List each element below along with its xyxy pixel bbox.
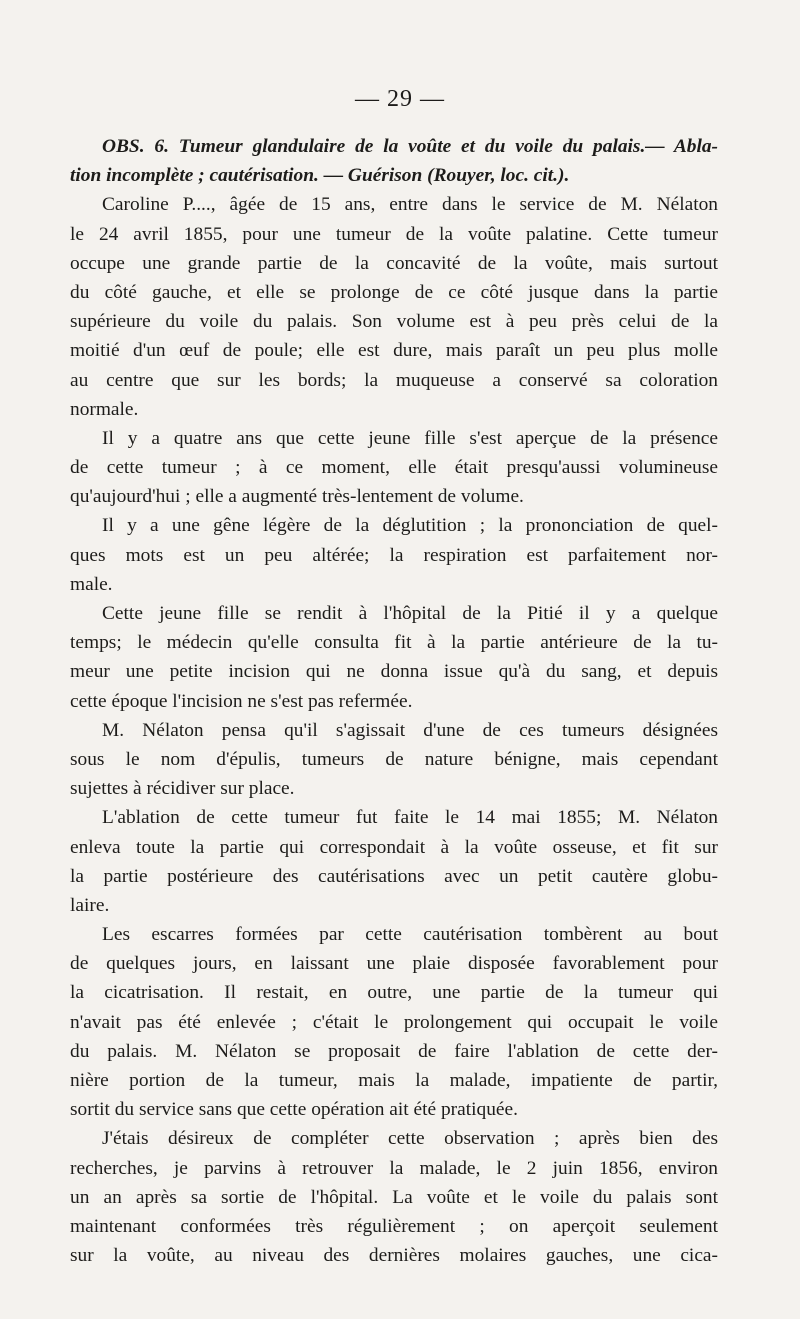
- text-line: cette époque l'incision ne s'est pas refermée.: [70, 690, 413, 712]
- text-line: Les escarres formées par cette cautérisation tombèrent au bout: [102, 924, 718, 946]
- text-line: enleva toute la partie qui correspondait à la voûte osseuse, et fit sur: [70, 836, 718, 858]
- text-line: au centre que sur les bords; la muqueuse a conservé sa coloration: [70, 369, 718, 391]
- text-line: la cicatrisation. Il restait, en outre, une partie de la tumeur qui: [70, 982, 718, 1004]
- text-line: sortit du service sans que cette opération ait été pratiquée.: [70, 1099, 518, 1121]
- text-line: male.: [70, 573, 113, 595]
- text-line: du côté gauche, et elle se prolonge de ce côté jusque dans la partie: [70, 281, 718, 303]
- page-number: — 29 —: [355, 86, 445, 112]
- observation-title-line-2: tion incomplète ; cautérisation. — Guérison (Rouyer, loc. cit.).: [70, 165, 570, 187]
- text-line: temps; le médecin qu'elle consulta fit à la partie antérieure de la tu-: [70, 632, 718, 654]
- text-line: occupe une grande partie de la concavité de la voûte, mais surtout: [70, 252, 718, 274]
- text-line: sujettes à récidiver sur place.: [70, 778, 295, 800]
- text-line: normale.: [70, 398, 139, 420]
- text-line: L'ablation de cette tumeur fut faite le 14 mai 1855; M. Nélaton: [102, 807, 718, 829]
- text-line: supérieure du voile du palais. Son volume est à peu près celui de la: [70, 311, 718, 333]
- text-line: un an après sa sortie de l'hôpital. La voûte et le voile du palais sont: [70, 1186, 718, 1208]
- text-line: ques mots est un peu altérée; la respiration est parfaitement nor-: [70, 544, 718, 566]
- text-line: n'avait pas été enlevée ; c'était le prolongement qui occupait le voile: [70, 1011, 718, 1033]
- text-line: du palais. M. Nélaton se proposait de faire l'ablation de cette der-: [70, 1040, 718, 1062]
- text-line: qu'aujourd'hui ; elle a augmenté très-lentement de volume.: [70, 486, 524, 508]
- text-line: Caroline P...., âgée de 15 ans, entre dans le service de M. Nélaton: [102, 194, 718, 216]
- text-line: maintenant conformées très régulièrement ; on aperçoit seulement: [70, 1215, 718, 1237]
- page-body: [70, 132, 718, 1270]
- observation-title-line-1: OBS. 6. Tumeur glandulaire de la voûte et du voile du palais.— Abla-: [102, 136, 718, 157]
- text-line: le 24 avril 1855, pour une tumeur de la voûte palatine. Cette tumeur: [70, 223, 718, 245]
- text-line: sous le nom d'épulis, tumeurs de nature bénigne, mais cependant: [70, 748, 718, 770]
- text-line: Il y a quatre ans que cette jeune fille s'est aperçue de la présence: [102, 427, 718, 449]
- text-line: Il y a une gêne légère de la déglutition ; la prononciation de quel-: [102, 515, 718, 537]
- text-line: laire.: [70, 894, 110, 916]
- text-line: meur une petite incision qui ne donna issue qu'à du sang, et depuis: [70, 661, 718, 683]
- text-line: la partie postérieure des cautérisations avec un petit cautère globu-: [70, 865, 718, 887]
- text-line: nière portion de la tumeur, mais la malade, impatiente de partir,: [70, 1070, 718, 1091]
- text-line: de quelques jours, en laissant une plaie disposée favorablement pour: [70, 953, 718, 975]
- text-line: Cette jeune fille se rendit à l'hôpital de la Pitié il y a quelque: [102, 603, 718, 624]
- text-line: sur la voûte, au niveau des dernières molaires gauches, une cica-: [70, 1245, 718, 1267]
- text-line: J'étais désireux de compléter cette observation ; après bien des: [102, 1128, 718, 1150]
- text-line: de cette tumeur ; à ce moment, elle était presqu'aussi volumineuse: [70, 457, 718, 479]
- text-line: M. Nélaton pensa qu'il s'agissait d'une de ces tumeurs désignées: [102, 719, 718, 741]
- text-line: moitié d'un œuf de poule; elle est dure, mais paraît un peu plus molle: [70, 340, 718, 362]
- text-line: recherches, je parvins à retrouver la malade, le 2 juin 1856, environ: [70, 1157, 718, 1179]
